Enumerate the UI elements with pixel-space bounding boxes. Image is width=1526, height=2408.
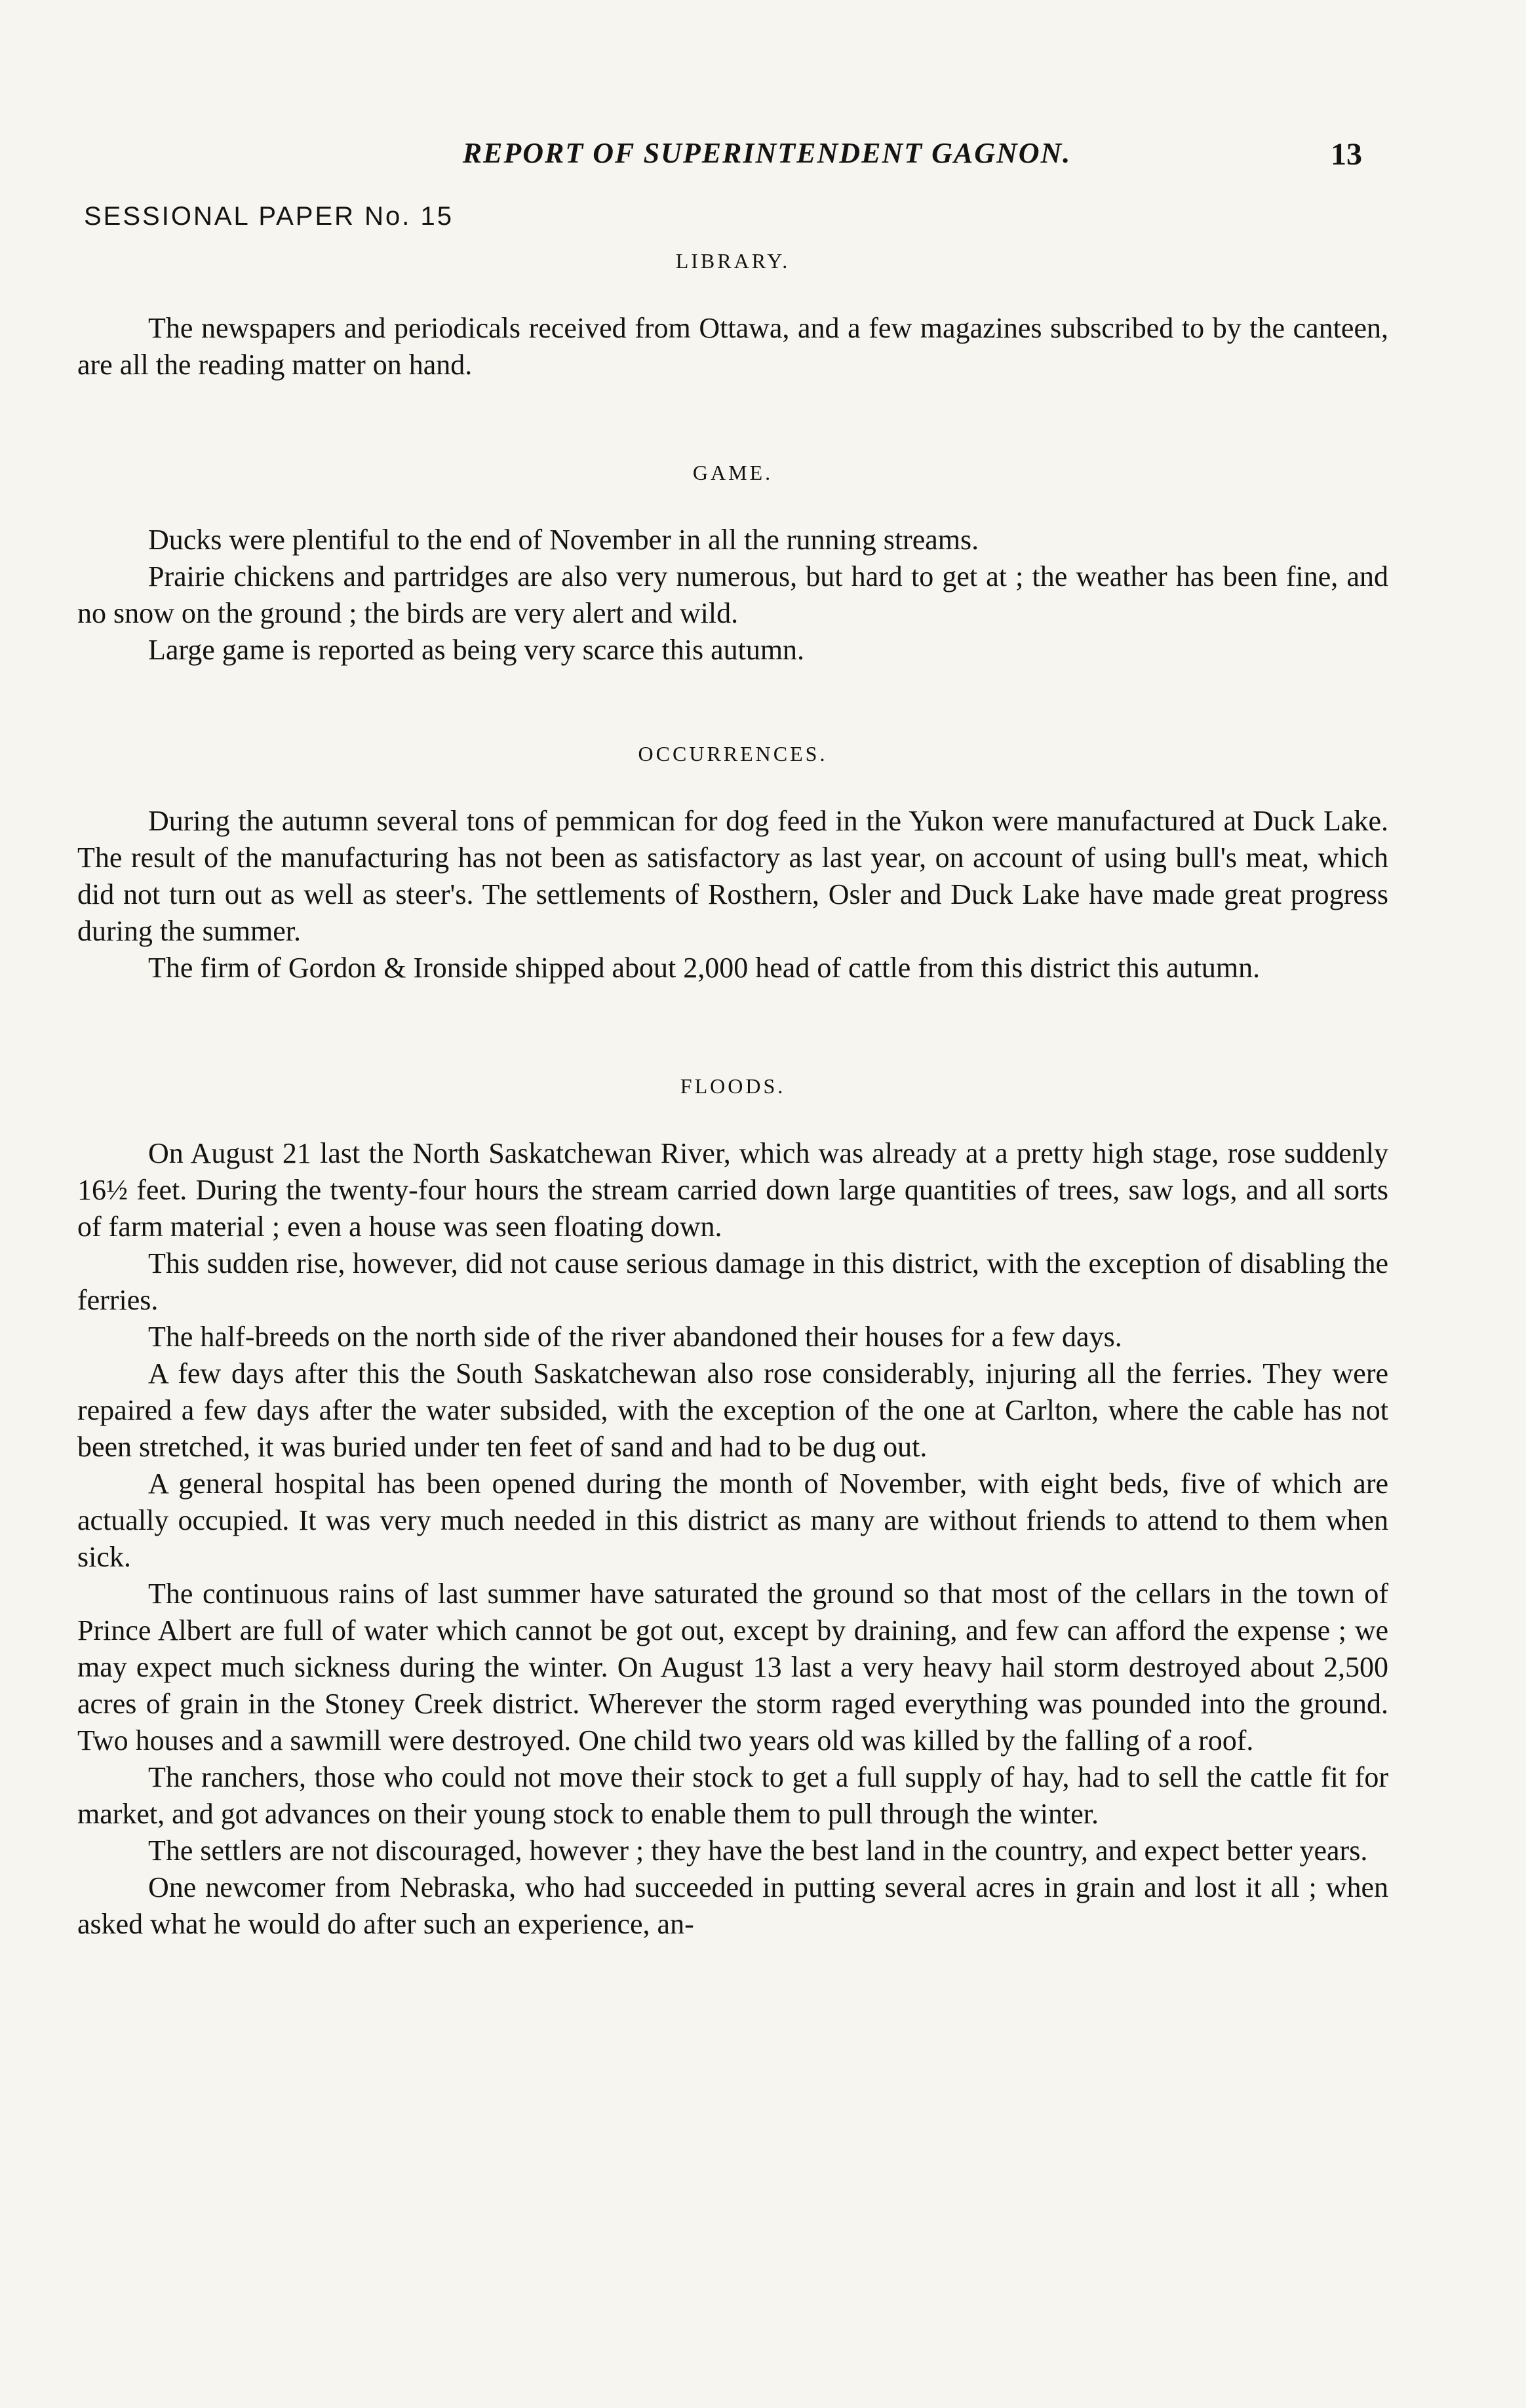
paragraph: On August 21 last the North Saskatchewan River, which was already at a pretty high stage, rose suddenly 16½ feet. During the twenty-four hours the stream carried down large quantities of trees, saw logs, and all sorts of farm material ; even a house was seen floating down. [77, 1137, 1388, 1243]
report-body [77, 249, 1388, 1943]
paragraph: Large game is reported as being very scarce this autumn. [148, 634, 805, 666]
section-heading: FLOODS. [680, 1074, 786, 1098]
paragraph: The firm of Gordon & Ironside shipped about 2,000 head of cattle from this district this autumn. [148, 952, 1261, 984]
paragraph: Prairie chickens and partridges are also very numerous, but hard to get at ; the weather has been fine, and no snow on the ground ; the birds are very alert and wild. [77, 560, 1388, 629]
sessional-paper-label: SESSIONAL PAPER No. 15 [84, 202, 454, 231]
paragraph: This sudden rise, however, did not cause serious damage in this district, with the exception of disabling the ferries. [77, 1247, 1388, 1316]
section-heading: OCCURRENCES. [638, 742, 828, 766]
paragraph: A few days after this the South Saskatchewan also rose considerably, injuring all the ferries. They were repaired a few days after the water subsided, with the exception of the one at Carlton, where the cable has not been stretched, it was buried under ten feet of sand and had to be dug out. [77, 1357, 1388, 1463]
section-library [77, 249, 1388, 383]
paragraph: During the autumn several tons of pemmican for dog feed in the Yukon were manufactured at Duck Lake. The result of the manufacturing has not been as satisfactory as last year, on account of using bull's meat, which did not turn out as well as steer's. The settlements of Rosthern, Osler and Duck Lake have made great progress during the summer. [77, 805, 1388, 947]
paragraph: One newcomer from Nebraska, who had succeeded in putting several acres in grain and lost it all ; when asked what he would do after such an experience, an- [77, 1871, 1388, 1940]
section-game [77, 461, 1388, 669]
paragraph: The half-breeds on the north side of the river abandoned their houses for a few days. [148, 1321, 1122, 1353]
section-heading: GAME. [692, 461, 773, 484]
paragraph: Ducks were plentiful to the end of November in all the running streams. [148, 524, 979, 556]
paragraph: The newspapers and periodicals received from Ottawa, and a few magazines subscribed to by the canteen, are all the reading matter on hand. [77, 312, 1388, 381]
paragraph: The settlers are not discouraged, however ; they have the best land in the country, and expect better years. [148, 1835, 1368, 1867]
page-number: 13 [1331, 137, 1362, 172]
section-floods [77, 1074, 1388, 1943]
paragraph: A general hospital has been opened during the month of November, with eight beds, five of which are actually occupied. It was very much needed in this district as many are without friends to attend to them when sick. [77, 1467, 1388, 1573]
paragraph: The ranchers, those who could not move their stock to get a full supply of hay, had to sell the cattle fit for market, and got advances on their young stock to enable them to pull through the winter. [77, 1761, 1388, 1830]
section-heading: LIBRARY. [675, 249, 791, 273]
running-head: REPORT OF SUPERINTENDENT GAGNON. [462, 137, 1072, 169]
section-occurrences [77, 742, 1388, 986]
paragraph: The continuous rains of last summer have saturated the ground so that most of the cellars in the town of Prince Albert are full of water which cannot be got out, except by draining, and few can afford the expense ; we may expect much sickness during the winter. On August 13 last a very heavy hail storm destroyed about 2,500 acres of grain in the Stoney Creek district. Wherever the storm raged everything was pounded into the ground. Two houses and a sawmill were destroyed. One child two years old was killed by the falling of a roof. [77, 1578, 1388, 1757]
